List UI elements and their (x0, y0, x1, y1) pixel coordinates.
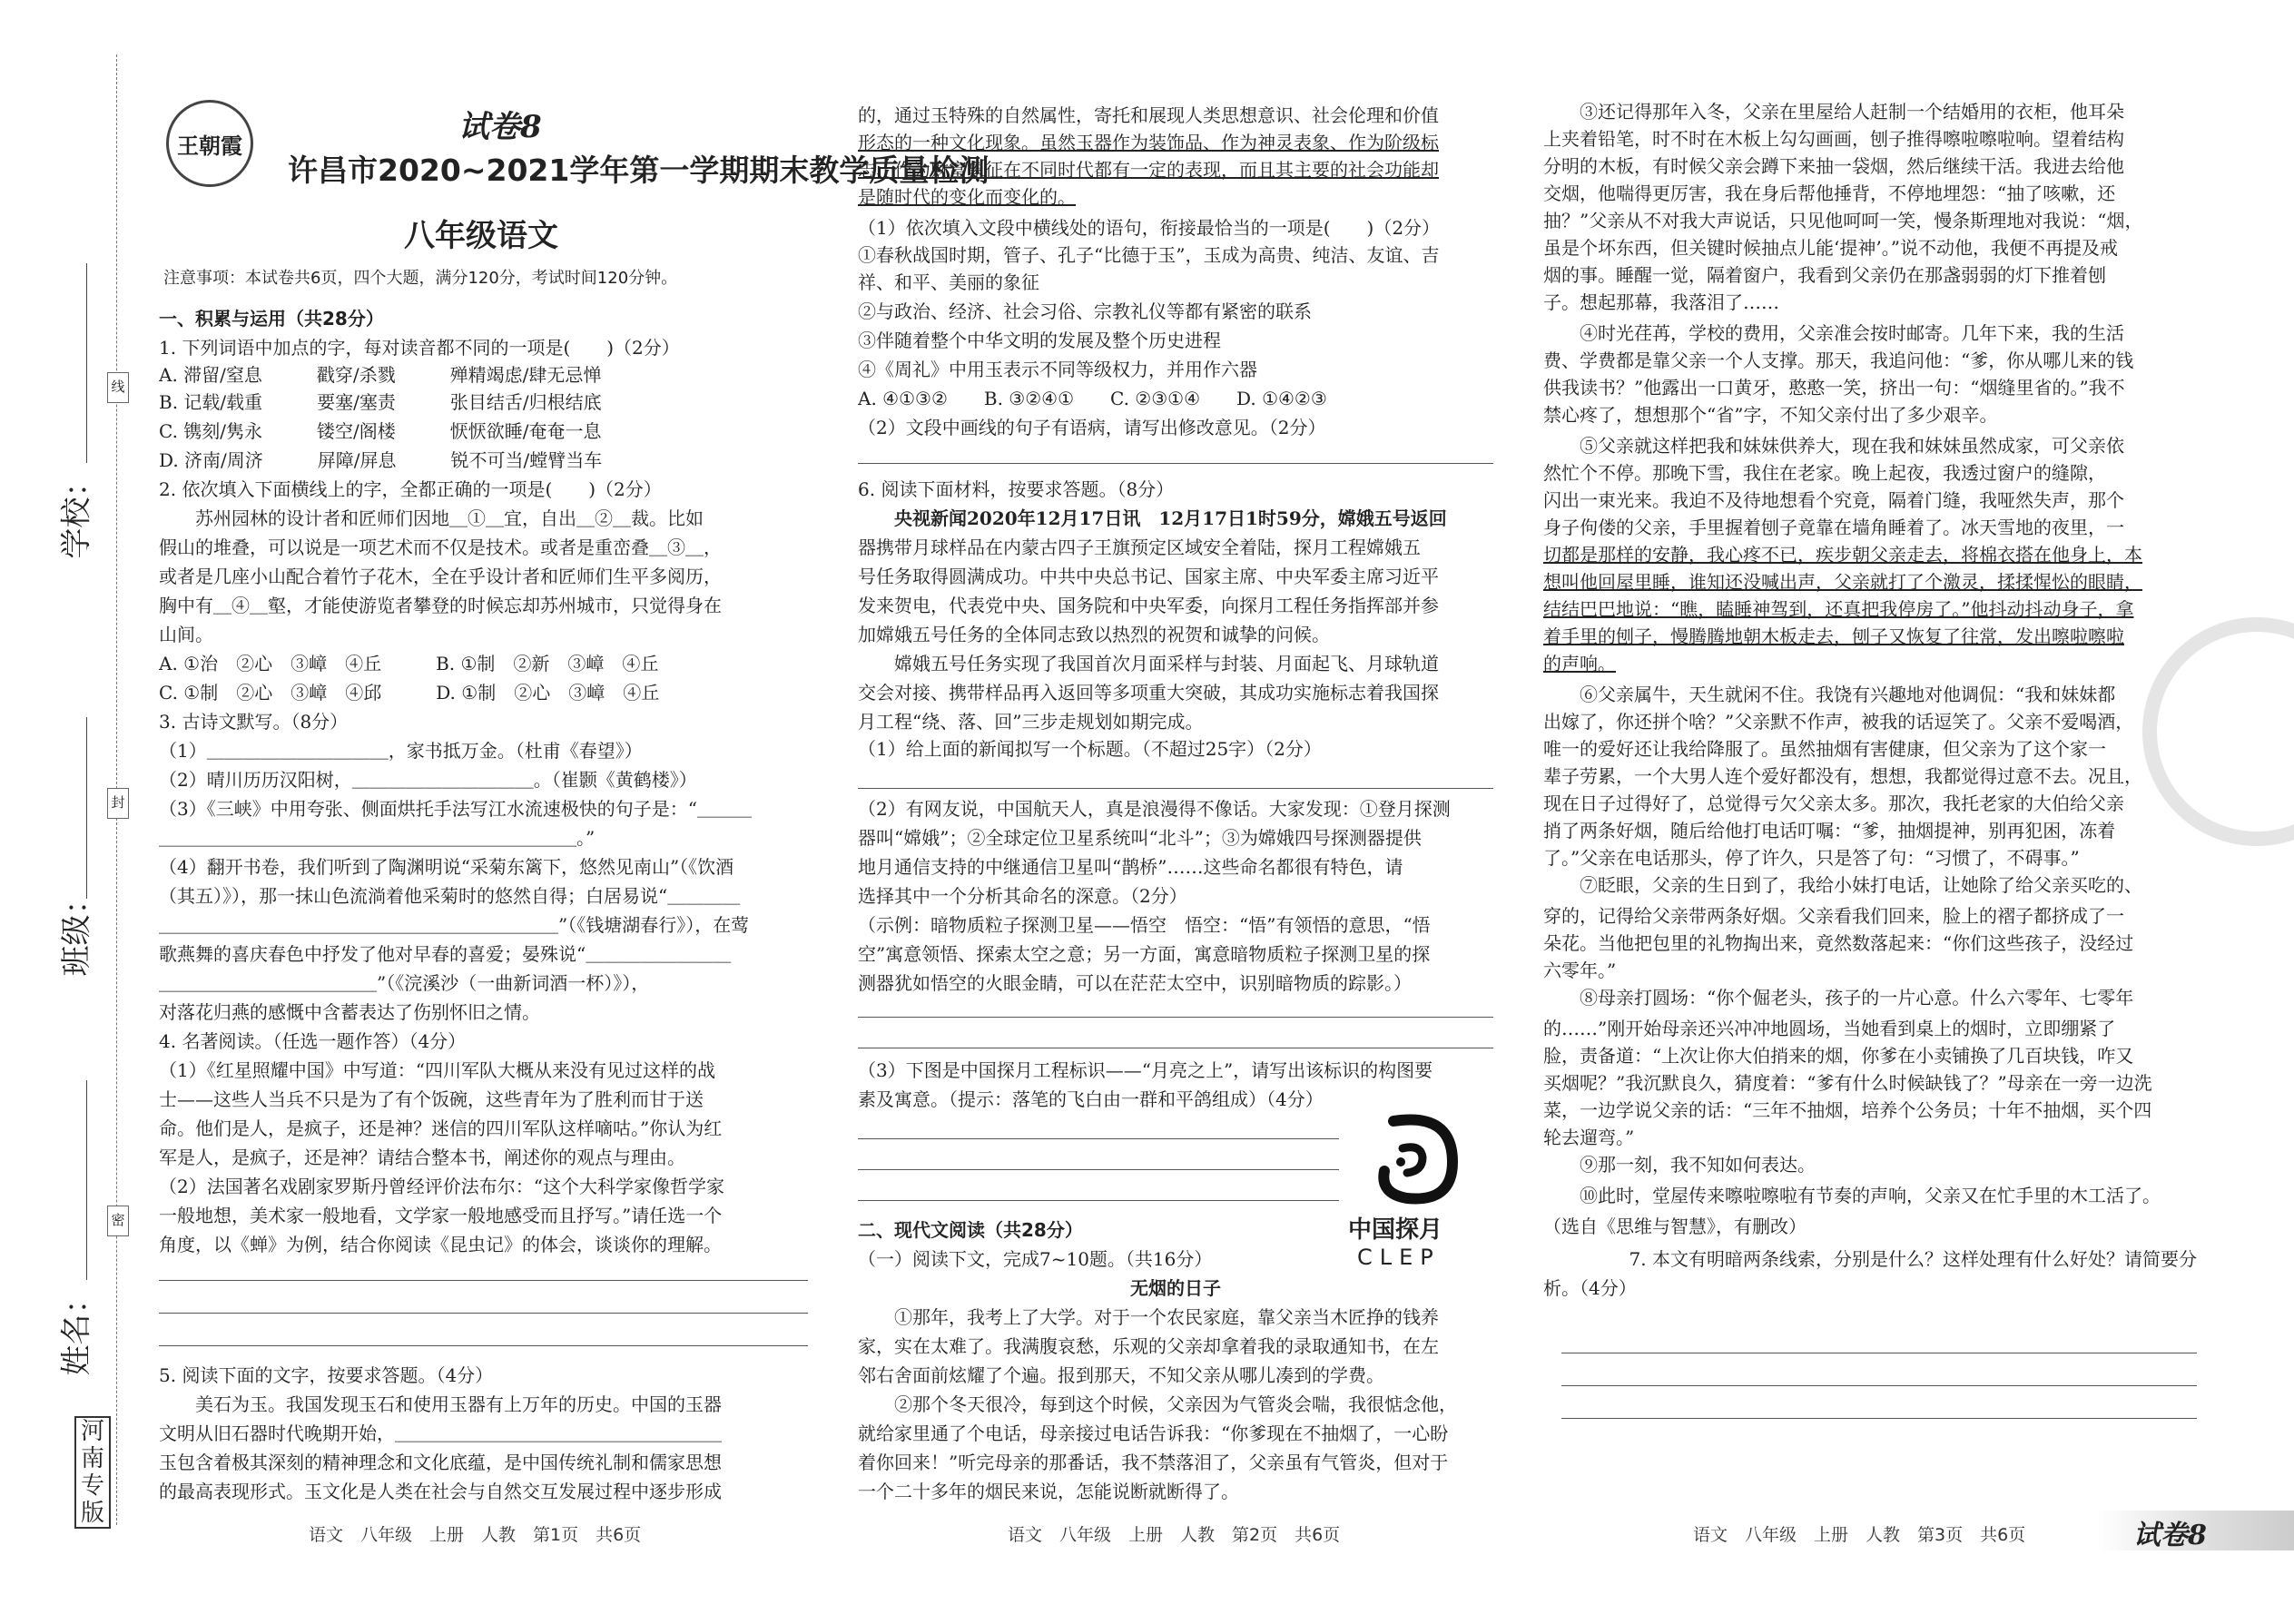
underlined-sentence: 想叫他回屋里睡，谁知还没喊出声，父亲就打了个激灵，揉揉惺忪的眼睛， (1543, 571, 2142, 593)
passage-text: 嫦娥五号任务实现了我国首次月面采样与封装、月面起飞、月球轨道 (858, 653, 1439, 674)
article-text: 然忙个不停。那晚下雪，我住在老家。晚上起夜，我透过窗户的缝隙， (1543, 462, 2106, 484)
passage-text: 玉包含着极其深刻的精神理念和文化底蕴，是中国传统礼制和儒家思想 (159, 1452, 722, 1473)
article-text: 子。想起那幕，我落泪了…… (1543, 291, 1779, 313)
question-text: （2）有网友说，中国航天人，真是浪漫得不像话。大家发现：①登月探测 (858, 798, 1451, 820)
passage-text: 号任务取得圆满成功。中共中央总书记、国家主席、中央军委主席习近平 (858, 566, 1439, 587)
option-text: ②与政治、经济、社会习俗、宗教礼仪等都有紧密的联系 (858, 300, 1312, 322)
passage-text: 苏州园林的设计者和匠师们因地＿①＿宜，自出＿②＿裁。比如 (159, 507, 704, 529)
article-text: ⑧母亲打圆场：“你个倔老头，孩子的一片心意。什么六零年、七零年 (1543, 987, 2134, 1009)
question-text: 选择其中一个分析其命名的深意。（2分） (858, 885, 1187, 907)
option-text: C. 镌刻/隽永 镂空/阁楼 恹恹欲睡/奄奄一息 (159, 420, 602, 442)
question-text: 1. 下列词语中加点的字，每对读音都不同的一项是( )（2分） (159, 337, 680, 359)
question-text: （3）《三峡》中用夸张、侧面烘托手法写江水流速极快的句子是：“＿＿＿ (159, 798, 752, 820)
passage-text: 或者是几座小山配合着竹子花木，全在乎设计者和匠师们生平多阅历， (159, 566, 722, 587)
option-text: ①春秋战国时期，管子、孔子“比德于玉”，玉成为高贵、纯洁、友谊、吉 (858, 244, 1440, 266)
passage-text: 美石为玉。我国发现玉石和使用玉器有上万年的历史。中国的玉器 (159, 1393, 722, 1415)
passage-text: 加嫦娥五号任务的全体同志致以热烈的祝贺和诚挚的问候。 (858, 624, 1330, 645)
answer-line[interactable] (858, 1138, 1339, 1139)
passage-text: 的，通过玉特殊的自然属性，寄托和展现人类思想意识、社会伦理和价值 (858, 104, 1439, 126)
article-text: ⑤父亲就这样把我和妹妹供养大，现在我和妹妹虽然成家，可父亲依 (1543, 435, 2124, 457)
article-text: ⑩此时，堂屋传来嚓啦嚓啦有节奏的声响，父亲又在忙手里的木工活了。 (1543, 1185, 2161, 1206)
option-text: D. 济南/周济 屏障/屏息 锐不可当/螳臂当车 (159, 449, 603, 471)
paper-number: 试卷8 (458, 109, 542, 145)
article-text: 供我读书？”他露出一口黄牙，憨憨一笑，挤出一句：“烟缝里省的。”我不 (1543, 377, 2125, 399)
underlined-sentence: 是随时代的变化而变化的。 (858, 186, 1076, 208)
passage-text: 月工程“绕、落、回”三步走规划如期完成。 (858, 711, 1204, 733)
article-text: ⑨那一刻，我不知如何表达。 (1543, 1154, 1816, 1176)
passage-text: 的最高表现形式。玉文化是人类在社会与自然交互发展过程中逐步形成 (159, 1481, 722, 1502)
passage-text: 文明从旧石器时代晚期开始，＿＿＿＿＿＿＿＿＿＿＿＿＿＿＿＿＿＿ (159, 1422, 722, 1444)
article-text: ⑥父亲属牛，天生就闲不住。我饶有兴趣地对他调侃：“我和妹妹都 (1543, 684, 2116, 705)
example-text: 空”寓意领悟、探索太空之意；另一方面，寓意暗物质粒子探测卫星的探 (858, 943, 1431, 965)
answer-line[interactable] (858, 1017, 1493, 1018)
question-text: （一）阅读下文，完成7~10题。（共16分） (858, 1248, 1213, 1270)
option-text: 祥、和平、美丽的象征 (858, 271, 1039, 293)
underlined-sentence: 切都是那样的安静，我心疼不已，疾步朝父亲走去，将棉衣搭在他身上，本 (1543, 544, 2142, 566)
article-text: 辈子劳累，一个大男人连个爱好都没有，想想，我都觉得过意不去。况且， (1543, 765, 2142, 787)
article-text: 了。”父亲在电话那头，停了许久，只是答了句：“习惯了，不碍事。” (1543, 847, 2080, 869)
article-text: 抽？”父亲从不对我大声说话，只见他呵呵一笑，慢条斯理地对我说：“烟， (1543, 210, 2143, 231)
option-text: ④《周礼》中用玉表示不同等级权力，并用作六器 (858, 359, 1257, 380)
class-label: 班级： (58, 883, 95, 977)
article-text: ③还记得那年入冬，父亲在里屋给人赶制一个结婚用的衣柜，他耳朵 (1543, 101, 2124, 123)
article-text: 朵花。当他把包里的礼物掏出来，竟然数落起来：“你们这些孩子，没经过 (1543, 932, 2134, 954)
seal-mark-line: 线 (107, 372, 129, 403)
name-label: 姓名： (58, 1283, 95, 1376)
exam-title: 许昌市2020~2021学年第一学期期末教学质量检测 (288, 153, 989, 188)
article-text: 着你回来！”听完母亲的那番话，我不禁落泪了，父亲虽有气管炎，但对于 (858, 1452, 1449, 1473)
brand-logo (166, 100, 253, 187)
page-footer-2: 语文 八年级 上册 人教 第2页 共6页 (1008, 1525, 1341, 1545)
question-text: 素及寓意。（提示：落笔的飞白由一群和平鸽组成）（4分） (858, 1088, 1324, 1110)
answer-line[interactable] (1561, 1385, 2197, 1386)
option-text: B. 记载/载重 要塞/塞责 张目结舌/归根结底 (159, 391, 602, 413)
question-text: 5. 阅读下面的文字，按要求答题。（4分） (159, 1364, 494, 1386)
article-text: 穿的，记得给父亲带两条好烟。父亲看我们回来，脸上的褶子都挤成了一 (1543, 905, 2124, 927)
article-text: 现在日子过得好了，总觉得亏欠父亲太多。那次，我托老家的大伯给父亲 (1543, 792, 2124, 814)
question-text: （2）晴川历历汉阳树，＿＿＿＿＿＿＿＿＿＿。（崔颢《黄鹤楼》） (159, 769, 697, 791)
answer-line[interactable] (858, 463, 1493, 464)
option-text: C. ①制 ②心 ③嶂 ④邱 D. ①制 ②心 ③嶂 ④丘 (159, 682, 660, 704)
article-text: 六零年。” (1543, 960, 1617, 981)
underlined-sentence: 着手里的刨子，慢腾腾地朝木板走去，刨子又恢复了往常，发出嚓啦嚓啦 (1543, 625, 2124, 647)
clep-emblem-icon (1366, 1107, 1466, 1207)
question-text: 2. 依次填入下面横线上的字，全都正确的一项是( )（2分） (159, 478, 662, 500)
answer-line[interactable] (1561, 1418, 2197, 1419)
example-text: （示例：暗物质粒子探测卫星——悟空 悟空：“悟”有领悟的意思，“悟 (858, 914, 1431, 936)
article-text: ②那个冬天很冷，每到这个时候，父亲因为气管炎会喘，我很惦念他， (858, 1393, 1457, 1415)
passage-text: 发来贺电，代表党中央、国务院和中央军委，向探月工程任务指挥部并参 (858, 595, 1439, 616)
answer-line[interactable] (159, 1280, 808, 1281)
article-text: 闪出一束光来。我迫不及待地想看个究竟，隔着门缝，我哑然失声，那个 (1543, 489, 2124, 511)
option-text: A. ①治 ②心 ③嶂 ④丘 B. ①制 ②新 ③嶂 ④丘 (159, 653, 659, 674)
article-text: 的……”刚开始母亲还兴冲冲地圆场，当她看到桌上的烟时，立即绷紧了 (1543, 1018, 2116, 1039)
question-text: 对落花归燕的感慨中含蓄表达了伤别怀旧之情。 (159, 1001, 540, 1023)
question-text: 歌燕舞的喜庆春色中抒发了他对早春的喜爱；晏殊说“＿＿＿＿＿＿＿＿ (159, 943, 732, 965)
article-text: ①那年，我考上了大学。对于一个农民家庭，靠父亲当木匠挣的钱养 (858, 1306, 1439, 1328)
clep-logo-en: CLEP (1357, 1245, 1441, 1270)
school-label: 学校： (58, 466, 95, 559)
article-text: 烟的事。睡醒一觉，隔着窗户，我看到父亲仍在那盏弱弱的灯下推着刨 (1543, 264, 2106, 286)
brand-logo-text: 王朝霞 (177, 133, 242, 159)
subject-title: 八年级语文 (404, 218, 558, 254)
article-text: 家，实在太难了。我满腹哀愁，乐观的父亲却拿着我的录取通知书，在左 (858, 1335, 1439, 1357)
question-text: 器叫“嫦娥”；②全球定位卫星系统叫“北斗”；③为嫦娥四号探测器提供 (858, 827, 1422, 849)
question-text: 析。（4分） (1543, 1277, 1637, 1299)
clep-logo-cn: 中国探月 (1348, 1216, 1443, 1244)
question-text: ＿＿＿＿＿＿＿＿＿＿＿＿＿＿＿＿＿＿＿＿＿＿”（《钱塘湖春行》），在莺 (159, 914, 750, 936)
school-blank (86, 263, 87, 463)
underlined-sentence: 形态的一种文化现象。虽然玉器作为装饰品、作为神灵表象、作为阶级标 (858, 132, 1439, 153)
passage-text: 器携带月球样品在内蒙古四子王旗预定区域安全着陆，探月工程嫦娥五 (858, 536, 1421, 558)
underlined-sentence: 志、作为财富象征在不同时代都有一定的表现，而且其主要的社会功能却 (858, 159, 1439, 181)
article-text: 脸，责备道：“上次让你大伯捎来的烟，你爹在小卖铺换了几百块钱，咋又 (1543, 1045, 2134, 1067)
underlined-sentence: 结结巴巴地说：“瞧，瞌睡神驾到，还真把我停房了。”他抖动抖动身子，拿 (1543, 598, 2134, 620)
article-text: 交烟，他喘得更厉害，我在身后帮他捶背，不停地埋怨：“抽了咳嗽，还 (1543, 182, 2116, 204)
article-text: 费、学费都是靠父亲一个人支撑。那天，我追问他：“爹，你从哪儿来的钱 (1543, 349, 2134, 371)
question-text: 6. 阅读下面材料，按要求答题。（8分） (858, 478, 1175, 500)
binding-margin (0, 0, 159, 1624)
question-text: （1）给上面的新闻拟写一个标题。（不超过25字）（2分） (858, 738, 1322, 760)
question-text: 4. 名著阅读。（任选一题作答）（4分） (159, 1030, 467, 1052)
question-text: （3）下图是中国探月工程标识——“月亮之上”，请写出该标识的构图要 (858, 1059, 1433, 1081)
section-heading: 一、积累与运用（共28分） (159, 308, 384, 330)
article-text: 一个二十多年的烟民来说，怎能说断就断得了。 (858, 1481, 1239, 1502)
question-text: （2）文段中画线的句子有语病，请写出修改意见。（2分） (858, 417, 1326, 438)
question-text: 士——这些人当兵不只是为了有个饭碗，这些青年为了胜利而甘于送 (159, 1088, 704, 1110)
passage-text: 央视新闻2020年12月17日讯 12月17日1时59分，嫦娥五号返回 (858, 507, 1447, 529)
question-text: （其五）》），那一抹山色流淌着他采菊时的悠然自得；白居易说“＿＿＿＿ (159, 885, 741, 907)
answer-line[interactable] (159, 1313, 808, 1314)
option-text: A. ④①③② B. ③②④① C. ②③①④ D. ①④②③ (858, 388, 1327, 409)
article-text: 轮去遛弯。” (1543, 1127, 1635, 1148)
question-text: （1）＿＿＿＿＿＿＿＿＿＿，家书抵万金。（杜甫《春望》） (159, 740, 643, 762)
question-text: （1）依次填入文段中横线处的语句，衔接最恰当的一项是( )（2分） (858, 217, 1441, 239)
page-column-2 (858, 0, 1493, 1624)
article-title: 无烟的日子 (1130, 1277, 1221, 1299)
passage-text: 山间。 (159, 624, 213, 645)
article-text: 禁心疼了，想想那个“省”字，不知父亲付出了多少艰辛。 (1543, 404, 1998, 426)
article-text: 菜，一边学说父亲的话：“三年不抽烟，培养个公务员；十年不抽烟，买个四 (1543, 1099, 2152, 1121)
page-footer-3: 语文 八年级 上册 人教 第3页 共6页 (1693, 1525, 2026, 1545)
passage-text: 胸中有＿④＿壑，才能使游览者攀登的时候忘却苏州城市，只觉得身在 (159, 595, 722, 616)
option-text: ③伴随着整个中华文明的发展及整个历史进程 (858, 330, 1221, 351)
article-text: ④时光荏苒，学校的费用，父亲准会按时邮寄。几年下来，我的生活 (1543, 322, 2124, 344)
question-text: （4）翻开书卷，我们听到了陶渊明说“采菊东篱下，悠然见南山”（《饮酒 (159, 856, 734, 878)
article-text: 唯一的爱好还让我给降服了。虽然抽烟有害健康，但父亲为了这个家一 (1543, 738, 2106, 760)
corner-tag-text: 试卷8 (2133, 1520, 2207, 1551)
option-text: A. 滞留/窒息 戳穿/杀戮 殚精竭虑/肆无忌惮 (159, 364, 602, 386)
passage-text: 交会对接、携带样品再入返回等多项重大突破，其成功实施标志着我国探 (858, 682, 1439, 704)
question-text: ＿＿＿＿＿＿＿＿＿＿＿＿”（《浣溪沙（一曲新词酒一杯）》）， (159, 972, 650, 994)
question-text: （1）《红星照耀中国》中写道：“四川军队大概从来没有见过这样的战 (159, 1059, 715, 1081)
page-footer-1: 语文 八年级 上册 人教 第1页 共6页 (309, 1525, 642, 1545)
article-text: 捎了两条好烟，随后给他打电话叮嘱：“爹，抽烟提神，别再犯困，冻着 (1543, 820, 2116, 842)
question-text: ＿＿＿＿＿＿＿＿＿＿＿＿＿＿＿＿＿＿＿＿＿＿＿。” (159, 827, 596, 849)
article-text: 出嫁了，你还拼个啥？”父亲默不作声，被我的话逗笑了。父亲不爱喝酒， (1543, 711, 2134, 733)
passage-text: 假山的堆叠，可以说是一项艺术而不仅是技术。或者是重峦叠＿③＿， (159, 536, 722, 558)
question-text: 军是人，是疯子，还是神？请结合整本书，阐述你的观点与理由。 (159, 1147, 685, 1168)
article-text: 就给家里通了个电话，母亲接过电话告诉我：“你爹现在不抽烟了，一心盼 (858, 1422, 1449, 1444)
page-column-3 (1543, 0, 2197, 1624)
question-text: 3. 古诗文默写。（8分） (159, 711, 349, 733)
answer-line[interactable] (858, 788, 1493, 789)
question-text: （2）法国著名戏剧家罗斯丹曾经评价法布尔：“这个大科学家像哲学家 (159, 1176, 724, 1197)
source-note: 7. 本文有明暗两条线索，分别是什么？这样处理有什么好处？请简要分 (1629, 1248, 2197, 1270)
answer-line[interactable] (858, 1200, 1339, 1201)
answer-line[interactable] (858, 1169, 1339, 1170)
question-text: 角度，以《蝉》为例，结合你阅读《昆虫记》的体会，谈谈你的理解。 (159, 1234, 722, 1255)
article-text: （选自《思维与智慧》，有删改） (1543, 1216, 1807, 1237)
question-text: 地月通信支持的中继通信卫星叫“鹊桥”……这些命名都很有特色，请 (858, 856, 1403, 878)
exam-notice: 注意事项：本试卷共6页，四个大题，满分120分，考试时间120分钟。 (163, 269, 678, 288)
article-text: 上夹着铅笔，时不时在木板上勾勾画画，刨子推得嚓啦嚓啦响。望着结构 (1543, 128, 2124, 150)
section-heading: 二、现代文阅读（共28分） (858, 1219, 1083, 1241)
article-text: 虽是个坏东西，但关键时候抽点儿能‘提神’。”说不动他，我便不再提及戒 (1543, 237, 2118, 259)
article-text: 身子佝偻的父亲，手里握着刨子竟靠在墙角睡着了。冰天雪地的夜里，一 (1543, 517, 2124, 538)
example-text: 测器犹如悟空的火眼金睛，可以在茫茫太空中，识别暗物质的踪影。） (858, 972, 1412, 994)
article-text: 买烟呢？”我沉默良久，猜度着：“爹有什么时候缺钱了？”母亲在一旁一边洗 (1543, 1072, 2152, 1094)
edition-badge: 河南专版 (74, 1416, 111, 1529)
corner-tag (2097, 1511, 2294, 1550)
article-text: ⑦眨眼，父亲的生日到了，我给小妹打电话，让她除了给父亲买吃的、 (1543, 874, 2142, 896)
article-text: 邻右舍面前炫耀了个遍。报到那天，不知父亲从哪儿凑到的学费。 (858, 1364, 1384, 1386)
name-blank (86, 1080, 87, 1280)
seal-mark-seal: 封 (107, 788, 129, 819)
seal-mark-secret: 密 (107, 1206, 129, 1236)
underlined-sentence: 的声响。 (1543, 653, 1616, 674)
question-text: 一般地想，美术家一般地看，文学家一般地感受而且抒写。”请任选一个 (159, 1205, 723, 1226)
question-text: 命。他们是人，是疯子，还是神？迷信的四川军队这样嘀咕。”你认为红 (159, 1117, 723, 1139)
article-text: 分明的木板，有时候父亲会蹲下来抽一袋烟，然后继续干活。我进去给他 (1543, 155, 2124, 177)
class-blank (86, 717, 87, 899)
answer-line[interactable] (159, 1345, 808, 1346)
